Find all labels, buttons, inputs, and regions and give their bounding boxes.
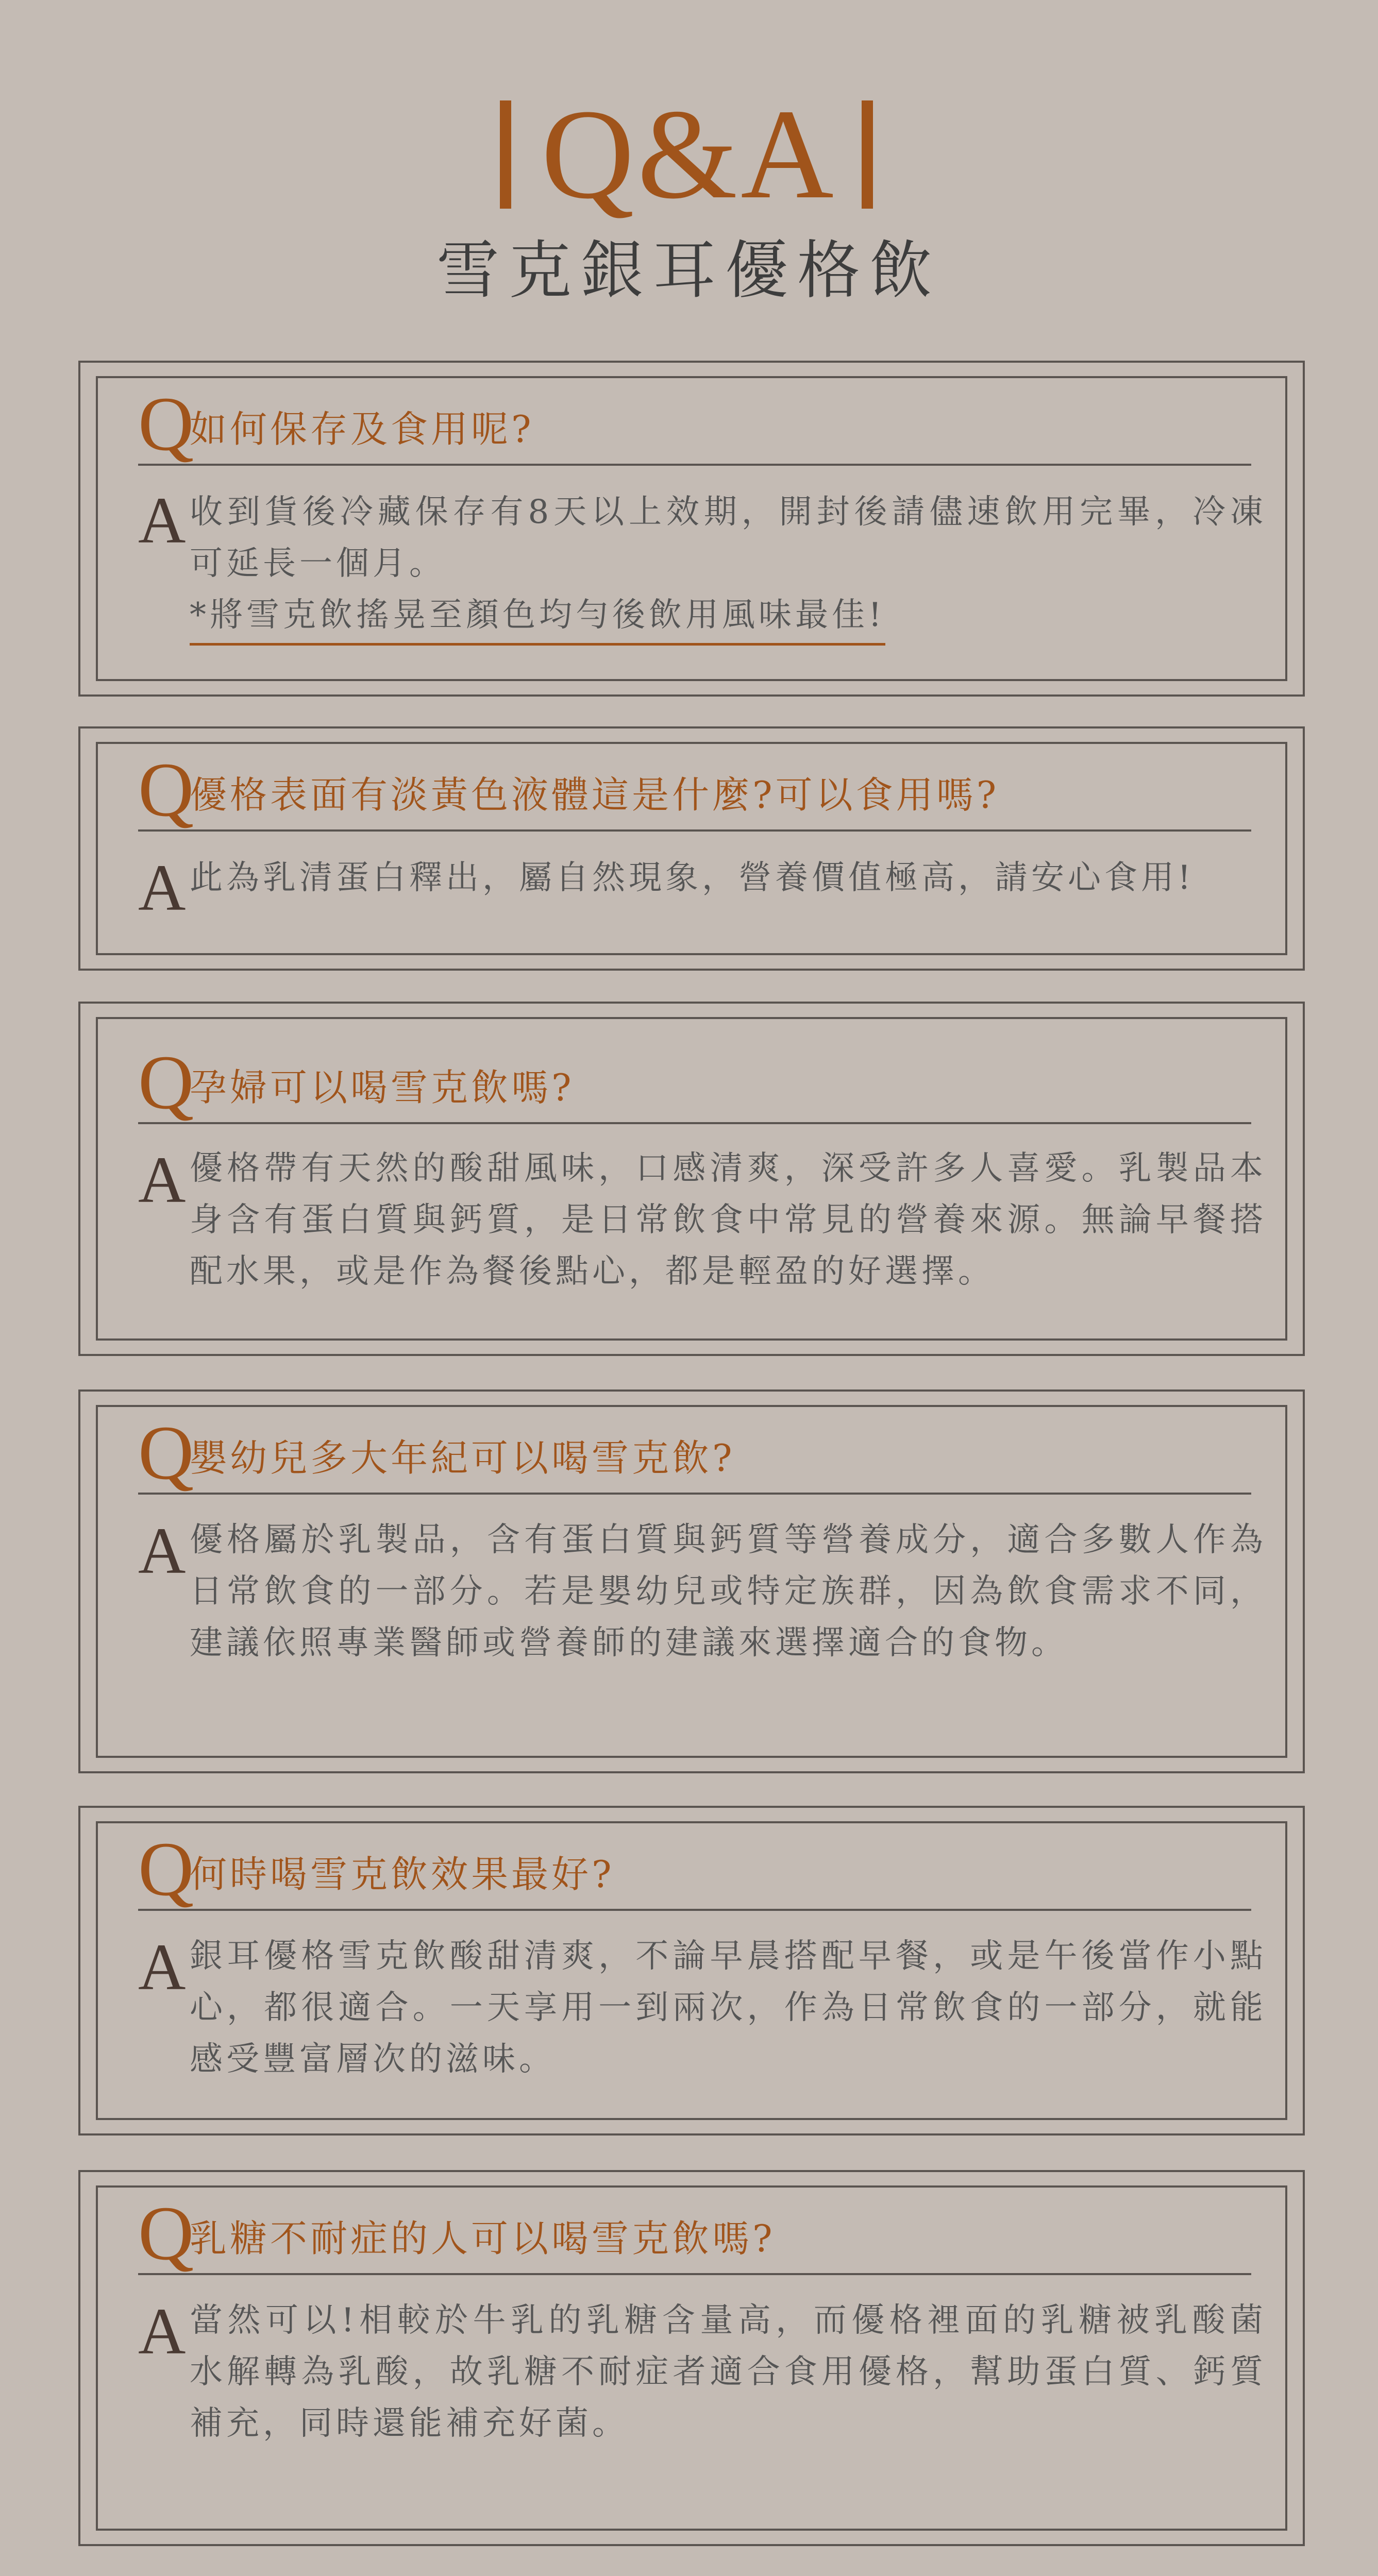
question-text: 如何保存及食用呢? bbox=[190, 408, 534, 451]
answer-text: 當然可以!相較於牛乳的乳糖含量高，而優格裡面的乳糖被乳酸菌水解轉為乳酸，故乳糖不耐症者適合食用優格，幫助蛋白質、鈣質補充，同時還能補充好菌。 bbox=[190, 2301, 1267, 2443]
answer-text: 收到貨後冷藏保存有8天以上效期，開封後請儘速飲用完畢，冷凍可延長一個月。 bbox=[190, 493, 1267, 583]
answer-mark: A bbox=[138, 484, 186, 557]
question-mark: Q bbox=[138, 1410, 194, 1496]
page-title: Q&A bbox=[541, 83, 837, 226]
faq-card bbox=[78, 1002, 1305, 1356]
question-row bbox=[138, 1040, 1251, 1125]
question-text: 優格表面有淡黃色液體這是什麼?可以食用嗎? bbox=[190, 773, 1000, 817]
answer-mark: A bbox=[138, 2295, 186, 2368]
question-text: 嬰幼兒多大年紀可以喝雪克飲? bbox=[190, 1436, 735, 1480]
faq-card bbox=[78, 361, 1305, 697]
page-header bbox=[0, 0, 1378, 350]
question-mark: Q bbox=[138, 1826, 194, 1912]
answer-text: 銀耳優格雪克飲酸甜清爽，不論早晨搭配早餐，或是午後當作小點心，都很適合。一天享用一到兩次，作為日常飲食的一部分，就能感受豐富層次的滋味。 bbox=[190, 1937, 1267, 2078]
question-text: 何時喝雪克飲效果最好? bbox=[190, 1853, 615, 1896]
answer-text: 此為乳清蛋白釋出，屬自然現象，營養價值極高，請安心食用! bbox=[190, 859, 1195, 897]
question-text: 乳糖不耐症的人可以喝雪克飲嗎? bbox=[190, 2217, 776, 2260]
faq-card bbox=[78, 1389, 1305, 1773]
answer-mark: A bbox=[138, 1143, 186, 1216]
answer-text: 優格帶有天然的酸甜風味，口感清爽，深受許多人喜愛。乳製品本身含有蛋白質與鈣質，是日常飲食中常見的營養來源。無論早餐搭配水果，或是作為餐後點心，都是輕盈的好選擇。 bbox=[190, 1149, 1267, 1291]
faq-card bbox=[78, 2170, 1305, 2546]
question-mark: Q bbox=[138, 1040, 194, 1125]
answer-mark: A bbox=[138, 851, 186, 924]
title-bar-right bbox=[862, 100, 873, 209]
question-mark: Q bbox=[138, 2191, 194, 2276]
question-row bbox=[138, 1410, 1251, 1496]
question-row bbox=[138, 1826, 1251, 1912]
question-text: 孕婦可以喝雪克飲嗎? bbox=[190, 1066, 575, 1109]
question-row bbox=[138, 747, 1251, 833]
question-mark: Q bbox=[138, 747, 194, 833]
question-row bbox=[138, 381, 1251, 467]
question-mark: Q bbox=[138, 381, 194, 467]
faq-card bbox=[78, 1806, 1305, 2136]
page-subtitle: 雪克銀耳優格飲 bbox=[436, 234, 942, 307]
usage-note: *將雪克飲搖晃至顏色均勻後飲用風味最佳! bbox=[190, 589, 885, 646]
answer-mark: A bbox=[138, 1514, 186, 1587]
answer-text: 優格屬於乳製品，含有蛋白質與鈣質等營養成分，適合多數人作為日常飲食的一部分。若是嬰幼兒或特定族群，因為飲食需求不同，建議依照專業醫師或營養師的建議來選擇適合的食物。 bbox=[190, 1521, 1267, 1662]
question-row bbox=[138, 2191, 1251, 2276]
faq-card bbox=[78, 726, 1305, 971]
answer-mark: A bbox=[138, 1930, 186, 2004]
